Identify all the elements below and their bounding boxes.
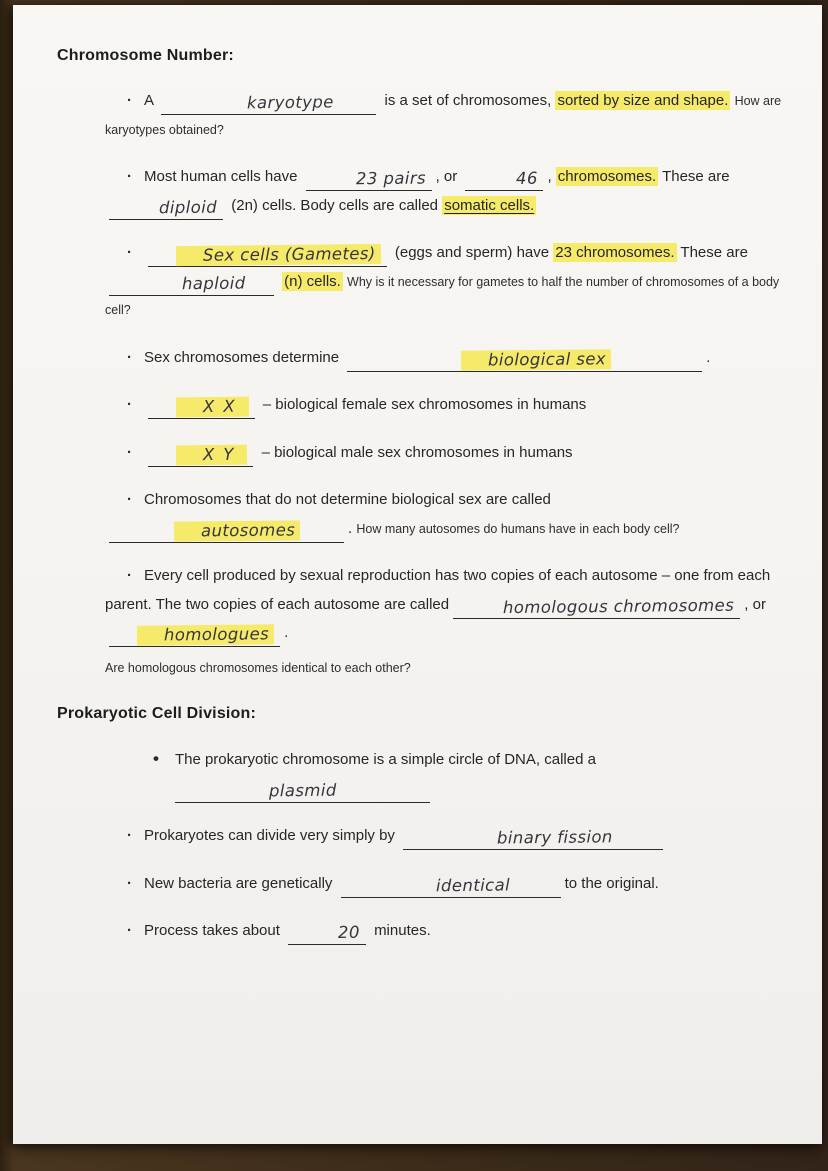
bullet-plasmid <box>153 743 786 804</box>
bullet-icon: · <box>127 168 132 185</box>
bullet-icon: · <box>127 567 132 584</box>
blank-homologues <box>109 625 280 647</box>
text-segment: Every cell produced by sexual reproduction has two copies of each autosome – one from each parent. The two copies of each autosome are called <box>105 567 771 613</box>
bullet-sex-cells <box>105 239 786 325</box>
text-segment: to the original. <box>564 874 659 892</box>
handwritten-answer: 46 <box>515 168 538 188</box>
text-segment: . <box>284 624 289 641</box>
question-small-print: Why is it necessary for gametes to half the number of chromosomes of a body cell? <box>105 274 780 317</box>
bullet-karyotype <box>105 87 786 144</box>
blank-46 <box>465 169 543 191</box>
section-title-prokaryotic-division: Prokaryotic Cell Division: <box>57 704 257 722</box>
bullet-icon: · <box>127 92 132 109</box>
handwritten-answer: plasmid <box>268 780 337 801</box>
blank-biological-sex <box>347 350 702 372</box>
text-segment: Chromosomes that do not determine biological sex are called <box>144 491 551 508</box>
blank-xy <box>148 445 253 467</box>
blank-karyotype <box>161 93 376 115</box>
text-segment: A <box>144 92 154 109</box>
blank-homologous-chromosomes <box>453 597 740 619</box>
text-segment: – biological female sex chromosomes in humans <box>262 396 587 413</box>
handwritten-answer: diploid <box>158 197 218 217</box>
text-segment: The prokaryotic chromosome is a simple circle of DNA, called a <box>174 750 596 768</box>
highlighted-text: sorted by size and shape. <box>557 92 729 109</box>
bullet-identical <box>105 870 786 899</box>
bullet-solid-icon: • <box>153 748 159 768</box>
text-segment: is a set of chromosomes, <box>384 92 552 109</box>
bullet-icon: · <box>127 348 132 366</box>
bullet-icon: · <box>127 396 132 413</box>
highlighted-text: (n) cells. <box>284 272 341 290</box>
handwritten-answer-highlighted: XY <box>176 444 248 465</box>
handwritten-answer: haploid <box>181 273 246 293</box>
text-segment: . <box>348 519 353 537</box>
bullet-icon: · <box>127 491 132 508</box>
bullet-xx <box>105 391 786 420</box>
question-small-print: How many autosomes do humans have in each body cell? <box>356 521 680 536</box>
text-segment: These are <box>680 244 748 261</box>
text-segment: . <box>706 348 711 366</box>
bullet-sex-chromosomes <box>105 344 786 373</box>
blank-haploid <box>109 274 274 296</box>
highlighted-underlined-text: somatic cells. <box>444 196 535 214</box>
text-segment: , or <box>744 595 766 613</box>
text-segment: Prokaryotes can divide very simply by <box>144 827 395 845</box>
blank-binary-fission <box>403 828 663 850</box>
bullet-icon: · <box>127 244 132 261</box>
text-segment: minutes. <box>374 922 431 940</box>
text-segment: New bacteria are genetically <box>144 874 333 892</box>
text-segment: Process takes about <box>144 922 280 940</box>
handwritten-answer-highlighted: biological sex <box>461 349 611 370</box>
text-segment: (eggs and sperm) have <box>394 244 550 261</box>
handwritten-answer-highlighted: Sex cells (Gametes) <box>176 244 381 266</box>
handwritten-answer-highlighted: homologues <box>137 624 274 645</box>
text-segment: Most human cells have <box>144 168 298 185</box>
text-segment: Sex chromosomes determine <box>144 348 340 366</box>
blank-xx <box>148 397 255 419</box>
handwritten-answer: identical <box>435 875 510 896</box>
text-segment: (2n) cells. Body cells are called <box>231 196 439 214</box>
blank-identical <box>341 876 561 898</box>
bullet-xy <box>105 439 786 468</box>
handwritten-answer-highlighted: XX <box>176 397 249 418</box>
text-segment: , <box>547 168 552 185</box>
bullet-icon: · <box>127 443 132 461</box>
text-segment: These are <box>662 168 730 185</box>
question-homologous-identical: Are homologous chromosomes identical to each other? <box>105 660 411 675</box>
worksheet-paper <box>13 5 822 1144</box>
bullet-binary-fission <box>105 822 786 851</box>
bullet-homologous <box>105 562 786 648</box>
handwritten-answer-highlighted: autosomes <box>174 520 300 541</box>
handwritten-answer: 20 <box>337 923 360 943</box>
bullet-twenty-minutes <box>105 917 786 946</box>
question-small-print: How are karyotypes obtained? <box>105 94 782 137</box>
handwritten-answer: 23 pairs <box>355 168 426 189</box>
text-segment: – biological male sex chromosomes in humans <box>261 443 573 461</box>
blank-20 <box>288 923 366 945</box>
bullet-icon: · <box>127 874 132 892</box>
blank-plasmid <box>175 781 430 803</box>
handwritten-answer: homologous chromosomes <box>503 595 735 617</box>
blank-diploid <box>109 198 223 220</box>
text-segment: , or <box>435 168 458 185</box>
bullet-icon: · <box>127 922 132 940</box>
blank-23-pairs <box>306 169 432 191</box>
highlighted-text: 23 chromosomes. <box>555 244 675 261</box>
handwritten-answer: karyotype <box>247 92 335 113</box>
handwritten-answer: binary fission <box>497 827 614 848</box>
blank-sex-cells <box>148 245 387 267</box>
bullet-human-cells <box>105 163 786 220</box>
blank-autosomes <box>109 521 344 543</box>
bullet-icon: · <box>127 827 132 845</box>
bullet-autosomes <box>105 486 786 543</box>
highlighted-text: chromosomes. <box>557 168 657 185</box>
section-title-chromosome-number: Chromosome Number: <box>57 47 234 64</box>
